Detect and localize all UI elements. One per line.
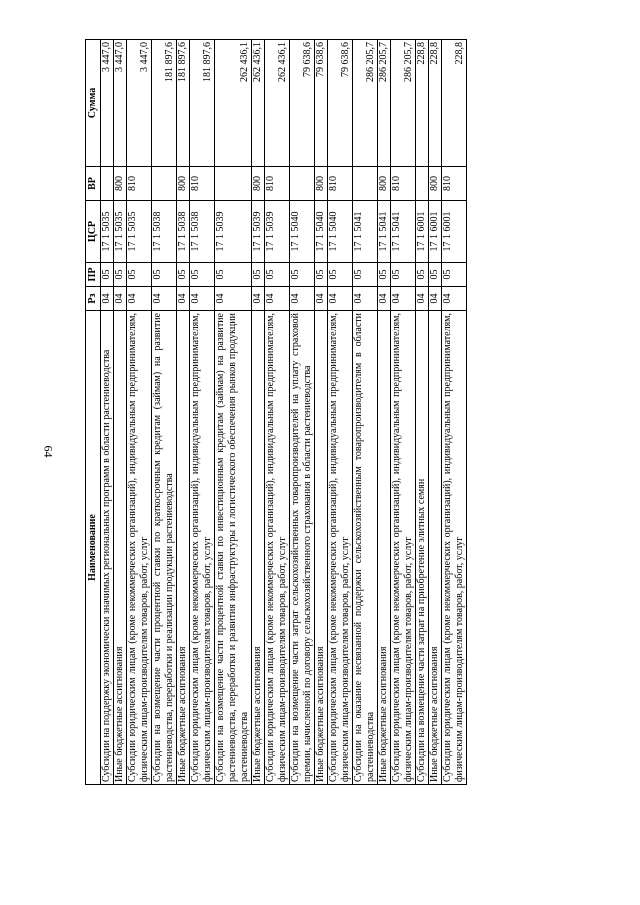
cell-vr: 800 xyxy=(177,167,190,201)
cell-name: Иные бюджетные ассигнования xyxy=(378,311,391,785)
cell-name: Иные бюджетные ассигнования xyxy=(315,311,328,785)
cell-rz: 04 xyxy=(152,287,177,311)
table-row xyxy=(215,40,252,785)
cell-name: Субсидии на возмещение части процентной ставки по краткосрочным кредитам (займам) на развитие растениеводства, переработки и реализации продукции растениеводства xyxy=(152,311,177,785)
cell-rz: 04 xyxy=(328,287,353,311)
table-row xyxy=(190,40,215,785)
cell-csr: 17 1 5040 xyxy=(328,201,353,263)
cell-rz: 04 xyxy=(101,287,114,311)
header-rz: Рз xyxy=(86,287,101,311)
cell-rz: 04 xyxy=(416,287,429,311)
cell-vr xyxy=(215,167,252,201)
cell-name: Субсидии юридическим лицам (кроме некоммерческих организаций), индивидуальным предпринимателям, физическим лицам-производителям товаров, работ, услуг xyxy=(328,311,353,785)
cell-vr: 810 xyxy=(391,167,416,201)
table-row xyxy=(265,40,290,785)
cell-vr xyxy=(353,167,378,201)
cell-pr: 05 xyxy=(152,263,177,287)
table-row xyxy=(101,40,114,785)
table-row xyxy=(391,40,416,785)
cell-sum: 262 436,1 xyxy=(265,40,290,167)
cell-name: Иные бюджетные ассигнования xyxy=(429,311,442,785)
table-row xyxy=(127,40,152,785)
cell-name: Субсидии юридическим лицам (кроме некоммерческих организаций), индивидуальным предпринимателям, физическим лицам-производителям товаров, работ, услуг xyxy=(190,311,215,785)
cell-vr xyxy=(101,167,114,201)
cell-sum: 3 447,0 xyxy=(101,40,114,167)
cell-name: Субсидии юридическим лицам (кроме некоммерческих организаций), индивидуальным предпринимателям, физическим лицам-производителям товаров, работ, услуг xyxy=(265,311,290,785)
cell-rz: 04 xyxy=(114,287,127,311)
table-row xyxy=(328,40,353,785)
cell-csr: 17 1 5040 xyxy=(290,201,315,263)
table-row xyxy=(177,40,190,785)
table-body xyxy=(101,40,467,785)
cell-pr: 05 xyxy=(391,263,416,287)
cell-pr: 05 xyxy=(290,263,315,287)
cell-sum: 79 638,6 xyxy=(290,40,315,167)
cell-pr: 05 xyxy=(442,263,467,287)
cell-pr: 05 xyxy=(101,263,114,287)
cell-sum: 228,8 xyxy=(442,40,467,167)
table-row xyxy=(416,40,429,785)
cell-vr: 800 xyxy=(252,167,265,201)
table-row xyxy=(252,40,265,785)
cell-csr: 17 1 5035 xyxy=(101,201,114,263)
cell-sum: 3 447,0 xyxy=(127,40,152,167)
cell-csr: 17 1 5041 xyxy=(378,201,391,263)
cell-name: Субсидии на возмещение части затрат сельскохозяйственных товаропроизводителей на уплату страховой премии, начисленной по договору сельскохозяйственного страхования в области растениеводства xyxy=(290,311,315,785)
budget-table xyxy=(85,39,467,785)
cell-rz: 04 xyxy=(252,287,265,311)
cell-sum: 181 897,6 xyxy=(177,40,190,167)
cell-vr: 800 xyxy=(378,167,391,201)
table-row xyxy=(152,40,177,785)
header-vr: ВР xyxy=(86,167,101,201)
cell-csr: 17 1 5038 xyxy=(152,201,177,263)
cell-pr: 05 xyxy=(215,263,252,287)
cell-pr: 05 xyxy=(265,263,290,287)
cell-pr: 05 xyxy=(353,263,378,287)
cell-vr xyxy=(152,167,177,201)
cell-pr: 05 xyxy=(429,263,442,287)
cell-name: Субсидии на поддержку экономически значимых региональных программ в области растениеводства xyxy=(101,311,114,785)
page-number: 64 xyxy=(41,445,56,458)
cell-csr: 17 1 5038 xyxy=(190,201,215,263)
cell-sum: 181 897,6 xyxy=(152,40,177,167)
table-row xyxy=(114,40,127,785)
cell-csr: 17 1 5038 xyxy=(177,201,190,263)
cell-name: Субсидии юридическим лицам (кроме некоммерческих организаций), индивидуальным предпринимателям, физическим лицам-производителям товаров, работ, услуг xyxy=(391,311,416,785)
table-header-row xyxy=(86,40,101,785)
cell-rz: 04 xyxy=(290,287,315,311)
cell-vr: 800 xyxy=(429,167,442,201)
cell-rz: 04 xyxy=(215,287,252,311)
cell-csr: 17 1 5040 xyxy=(315,201,328,263)
header-sum: Сумма xyxy=(86,40,101,167)
cell-name: Иные бюджетные ассигнования xyxy=(252,311,265,785)
cell-pr: 05 xyxy=(315,263,328,287)
cell-csr: 17 1 5035 xyxy=(114,201,127,263)
cell-vr: 800 xyxy=(114,167,127,201)
cell-vr: 810 xyxy=(328,167,353,201)
cell-csr: 17 1 5039 xyxy=(215,201,252,263)
table-row xyxy=(442,40,467,785)
cell-name: Субсидии юридическим лицам (кроме некоммерческих организаций), индивидуальным предпринимателям, физическим лицам-производителям товаров, работ, услуг xyxy=(442,311,467,785)
cell-pr: 05 xyxy=(114,263,127,287)
cell-csr: 17 1 5039 xyxy=(252,201,265,263)
cell-csr: 17 1 5041 xyxy=(353,201,378,263)
cell-sum: 262 436,1 xyxy=(215,40,252,167)
cell-csr: 17 1 5041 xyxy=(391,201,416,263)
cell-rz: 04 xyxy=(442,287,467,311)
cell-vr: 810 xyxy=(127,167,152,201)
cell-sum: 3 447,0 xyxy=(114,40,127,167)
header-name: Наименование xyxy=(86,311,101,785)
cell-rz: 04 xyxy=(353,287,378,311)
cell-name: Иные бюджетные ассигнования xyxy=(177,311,190,785)
cell-name: Субсидии на возмещение части процентной ставки по инвестиционным кредитам (займам) на развитие растениеводства, переработки и развития инфраструктуры и логистического обеспечения рынков продукции растениеводства xyxy=(215,311,252,785)
cell-rz: 04 xyxy=(315,287,328,311)
cell-rz: 04 xyxy=(429,287,442,311)
cell-csr: 17 1 6001 xyxy=(429,201,442,263)
cell-vr xyxy=(416,167,429,201)
cell-rz: 04 xyxy=(177,287,190,311)
cell-sum: 286 205,7 xyxy=(353,40,378,167)
header-pr: ПР xyxy=(86,263,101,287)
cell-vr: 810 xyxy=(265,167,290,201)
cell-vr: 810 xyxy=(190,167,215,201)
cell-csr: 17 1 5035 xyxy=(127,201,152,263)
table-row xyxy=(429,40,442,785)
cell-pr: 05 xyxy=(416,263,429,287)
cell-sum: 262 436,1 xyxy=(252,40,265,167)
cell-csr: 17 1 6001 xyxy=(442,201,467,263)
cell-sum: 181 897,6 xyxy=(190,40,215,167)
cell-vr: 800 xyxy=(315,167,328,201)
table-row xyxy=(378,40,391,785)
cell-sum: 286 205,7 xyxy=(391,40,416,167)
table-row xyxy=(315,40,328,785)
cell-pr: 05 xyxy=(328,263,353,287)
cell-name: Субсидии юридическим лицам (кроме некоммерческих организаций), индивидуальным предпринимателям, физическим лицам-производителям товаров, работ, услуг xyxy=(127,311,152,785)
cell-name: Субсидии на возмещение части затрат на приобретение элитных семян xyxy=(416,311,429,785)
table-row xyxy=(353,40,378,785)
header-csr: ЦСР xyxy=(86,201,101,263)
cell-pr: 05 xyxy=(177,263,190,287)
cell-csr: 17 1 6001 xyxy=(416,201,429,263)
cell-csr: 17 1 5039 xyxy=(265,201,290,263)
cell-rz: 04 xyxy=(127,287,152,311)
cell-pr: 05 xyxy=(378,263,391,287)
cell-pr: 05 xyxy=(190,263,215,287)
cell-sum: 79 638,6 xyxy=(315,40,328,167)
cell-name: Иные бюджетные ассигнования xyxy=(114,311,127,785)
cell-sum: 79 638,6 xyxy=(328,40,353,167)
cell-vr xyxy=(290,167,315,201)
budget-table-rotated xyxy=(85,40,555,785)
table-row xyxy=(290,40,315,785)
cell-pr: 05 xyxy=(252,263,265,287)
cell-rz: 04 xyxy=(190,287,215,311)
cell-pr: 05 xyxy=(127,263,152,287)
cell-rz: 04 xyxy=(391,287,416,311)
cell-sum: 228,8 xyxy=(429,40,442,167)
cell-sum: 286 205,7 xyxy=(378,40,391,167)
cell-sum: 228,8 xyxy=(416,40,429,167)
cell-rz: 04 xyxy=(378,287,391,311)
cell-vr: 810 xyxy=(442,167,467,201)
cell-name: Субсидии на оказание несвязанной поддержки сельскохозяйственным товаропроизводителям в области растениеводства xyxy=(353,311,378,785)
cell-rz: 04 xyxy=(265,287,290,311)
